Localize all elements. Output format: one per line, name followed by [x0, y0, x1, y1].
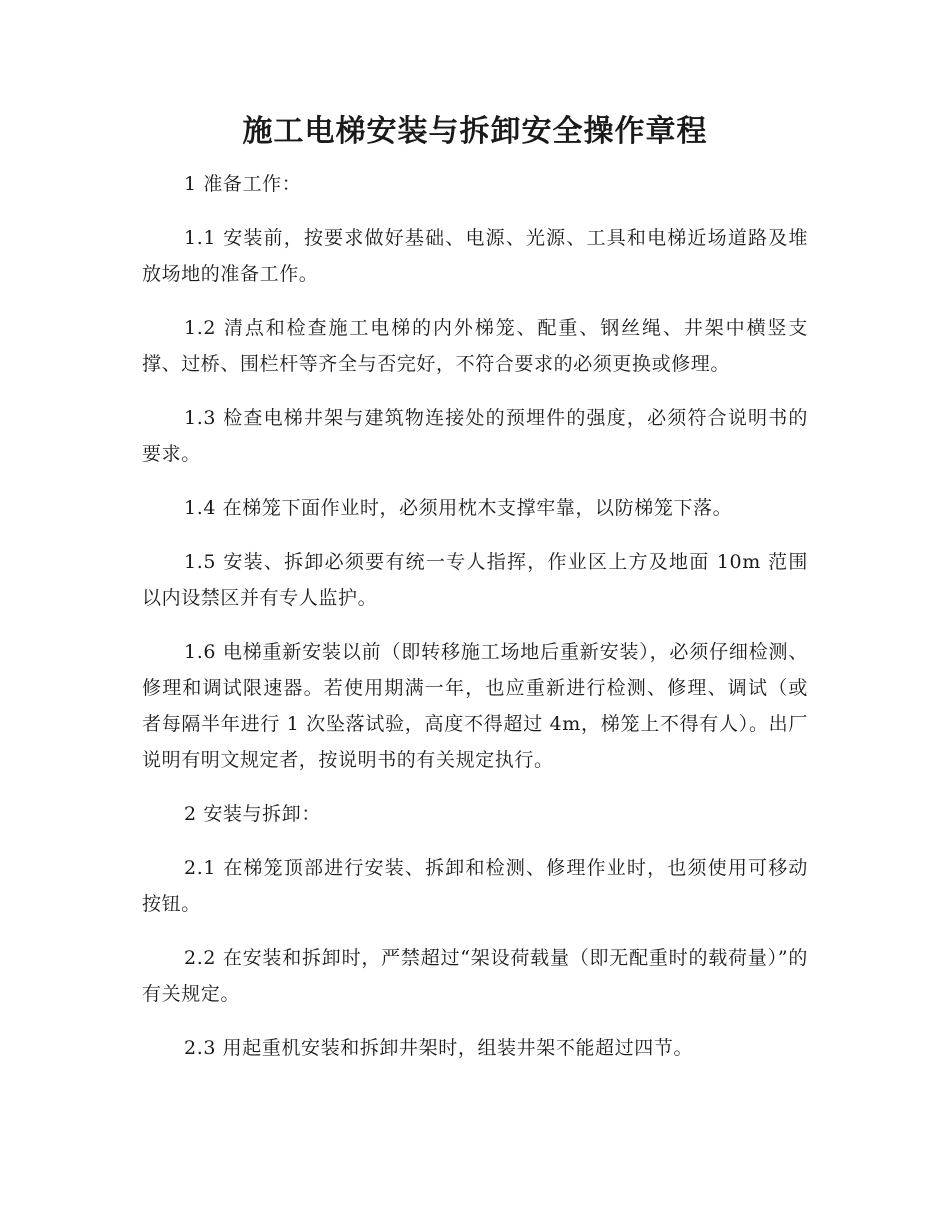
section-heading-1: 1 准备工作：: [184, 173, 302, 195]
paragraph-1-3: 1.3 检查电梯井架与建筑物连接处的预埋件的强度，必须符合说明书的要求。: [142, 407, 808, 465]
paragraph-1-5: 1.5 安装、拆卸必须要有统一专人指挥，作业区上方及地面 10m 范围以内设禁区并有专人监护。: [142, 551, 808, 609]
paragraph-2-1: 2.1 在梯笼顶部进行安装、拆卸和检测、修理作业时，也须使用可移动按钮。: [142, 857, 808, 915]
paragraph-1-1: 1.1 安装前，按要求做好基础、电源、光源、工具和电梯近场道路及堆放场地的准备工作。: [142, 227, 808, 285]
paragraph-2-2: 2.2 在安装和拆卸时，严禁超过“架设荷载量（即无配重时的载荷量）”的有关规定。: [142, 947, 808, 1005]
section-heading-2: 2 安装与拆卸：: [184, 803, 321, 825]
paragraph-1-4: 1.4 在梯笼下面作业时，必须用枕木支撑牢靠，以防梯笼下落。: [184, 497, 733, 519]
paragraph-2-3: 2.3 用起重机安装和拆卸井架时，组装井架不能超过四节。: [184, 1037, 694, 1059]
document-body: [142, 166, 808, 1084]
paragraph-1-2: 1.2 清点和检查施工电梯的内外梯笼、配重、钢丝绳、井架中横竖支撑、过桥、围栏杆等齐全与否完好，不符合要求的必须更换或修理。: [142, 317, 808, 375]
paragraph-1-6: 1.6 电梯重新安装以前（即转移施工场地后重新安装），必须仔细检测、修理和调试限速器。若使用期满一年，也应重新进行检测、修理、调试（或者每隔半年进行 1 次坠落试验，高度不得超过 4m，梯笼上不得有人）。出厂说明有明文规定者，按说明书的有关规定执行。: [142, 641, 808, 771]
document-title: 施工电梯安装与拆卸安全操作章程: [242, 114, 708, 149]
